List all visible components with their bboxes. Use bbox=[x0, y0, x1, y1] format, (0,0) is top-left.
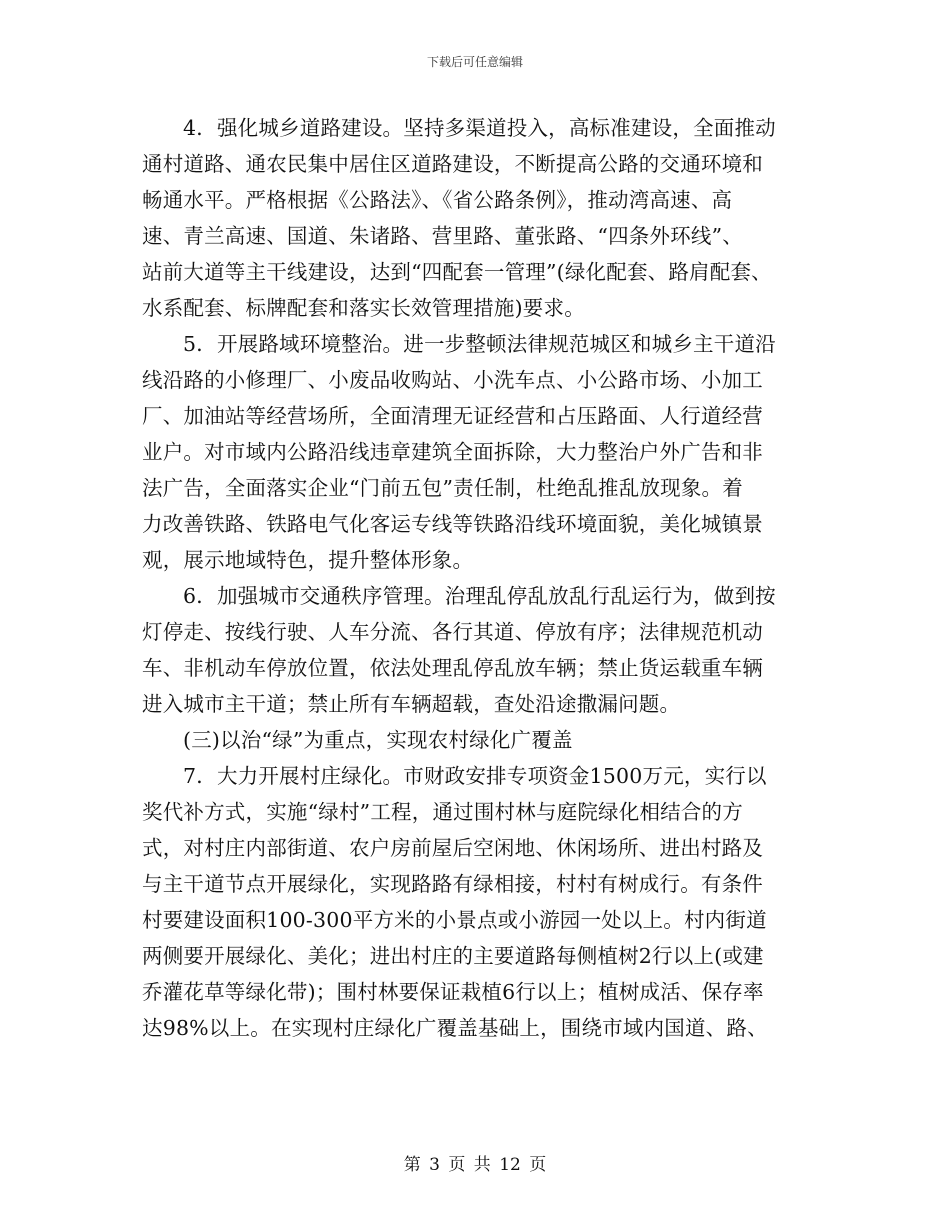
text-line: 力改善铁路、铁路电气化客运专线等铁路沿线环境面貌，美化城镇景 bbox=[142, 512, 763, 536]
text-line: 法广告，全面落实企业“门前五包”责任制，杜绝乱推乱放现象。着 bbox=[142, 476, 743, 500]
text-line: (三)以治“绿”为重点，实现农村绿化广覆盖 bbox=[183, 728, 573, 752]
text-line: 奖代补方式，实施“绿村”工程，通过围村林与庭院绿化相结合的方 bbox=[142, 800, 743, 824]
text-line: 村要建设面积100-300平方米的小景点或小游园一处以上。村内街道 bbox=[142, 908, 767, 932]
text-line: 进入城市主干道；禁止所有车辆超载，查处沿途撒漏问题。 bbox=[142, 692, 681, 716]
text-line: 7．大力开展村庄绿化。市财政安排专项资金1500万元，实行以 bbox=[183, 764, 767, 788]
text-line: 业户。对市域内公路沿线违章建筑全面拆除，大力整治户外广告和非 bbox=[142, 440, 763, 464]
text-line: 4．强化城乡道路建设。坚持多渠道投入，高标准建设，全面推动 bbox=[183, 116, 776, 140]
text-line: 水系配套、标牌配套和落实长效管理措施)要求。 bbox=[142, 296, 585, 320]
paragraph bbox=[142, 758, 812, 1046]
text-line: 式，对村庄内部街道、农户房前屋后空闲地、休闲场所、进出村路及 bbox=[142, 836, 763, 860]
paragraph bbox=[142, 110, 812, 326]
text-line: 通村道路、通农民集中居住区道路建设，不断提高公路的交通环境和 bbox=[142, 152, 763, 176]
text-line: 灯停走、按线行驶、人车分流、各行其道、停放有序；法律规范机动 bbox=[142, 620, 763, 644]
text-line: 速、青兰高速、国道、朱诸路、营里路、董张路、“四条外环线”、 bbox=[142, 224, 743, 248]
text-line: 乔灌花草等绿化带)；围村林要保证栽植6行以上；植树成活、保存率 bbox=[142, 980, 764, 1004]
text-line: 站前大道等主干线建设，达到“四配套一管理”(绿化配套、路肩配套、 bbox=[142, 260, 772, 284]
page-header: 下载后可任意编辑 bbox=[426, 55, 523, 69]
paragraph bbox=[142, 578, 812, 722]
text-line: 两侧要开展绿化、美化；进出村庄的主要道路每侧植树2行以上(或建 bbox=[142, 944, 764, 968]
text-line: 达98%以上。在实现村庄绿化广覆盖基础上，围绕市域内国道、路、 bbox=[142, 1016, 768, 1040]
text-line: 6．加强城市交通秩序管理。治理乱停乱放乱行乱运行为，做到按 bbox=[183, 584, 776, 608]
text-line: 线沿路的小修理厂、小废品收购站、小洗车点、小公路市场、小加工 bbox=[142, 368, 763, 392]
document-body bbox=[142, 110, 812, 1046]
text-line: 5．开展路域环境整治。进一步整顿法律规范城区和城乡主干道沿 bbox=[183, 332, 776, 356]
text-line: 车、非机动车停放位置，依法处理乱停乱放车辆；禁止货运载重车辆 bbox=[142, 656, 763, 680]
text-line: 厂、加油站等经营场所，全面清理无证经营和占压路面、人行道经营 bbox=[142, 404, 763, 428]
text-line: 观，展示地域特色，提升整体形象。 bbox=[142, 548, 474, 572]
page-footer: 第 3 页 共 12 页 bbox=[403, 1155, 547, 1175]
text-line: 与主干道节点开展绿化，实现路路有绿相接，村村有树成行。有条件 bbox=[142, 872, 763, 896]
paragraph bbox=[142, 722, 812, 758]
paragraph bbox=[142, 326, 812, 578]
text-line: 畅通水平。严格根据《公路法》、《省公路条例》，推动湾高速、高 bbox=[142, 188, 733, 212]
